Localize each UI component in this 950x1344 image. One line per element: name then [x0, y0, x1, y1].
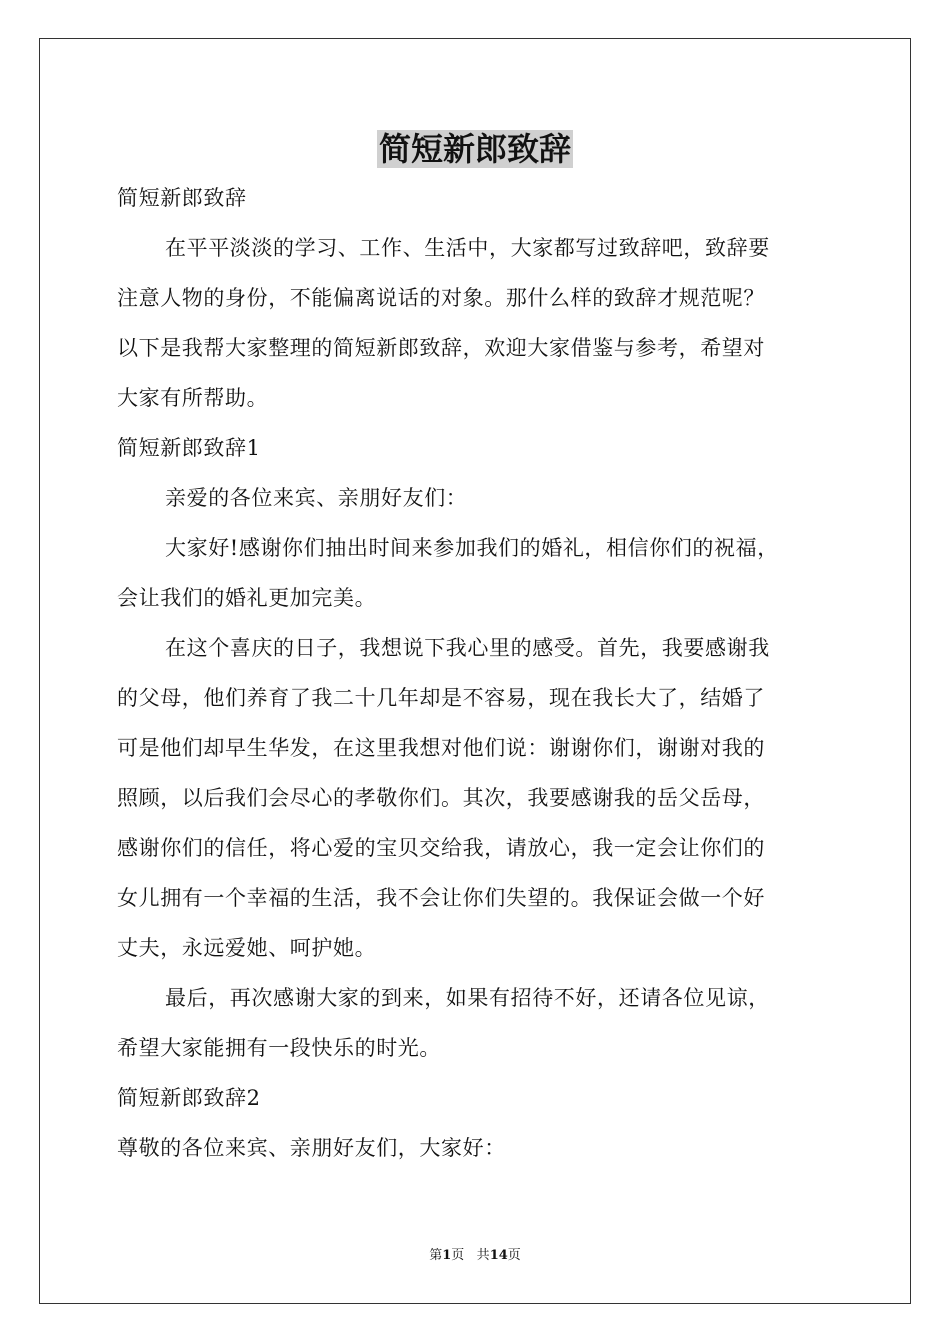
greeting-line: 尊敬的各位来宾、亲朋好友们，大家好：	[117, 1136, 506, 1160]
body-line: 希望大家能拥有一段快乐的时光。	[117, 1036, 441, 1060]
document-title	[0, 125, 950, 173]
intro-line: 大家有所帮助。	[117, 386, 269, 410]
footer-total-prefix: 共	[476, 1248, 490, 1263]
greeting-line: 亲爱的各位来宾、亲朋好友们：	[165, 486, 468, 510]
footer-page-number: 1	[442, 1248, 452, 1263]
section-heading-1: 简短新郎致辞1	[117, 436, 261, 460]
body-line: 丈夫，永远爱她、呵护她。	[117, 936, 377, 960]
subtitle-line: 简短新郎致辞	[117, 186, 247, 210]
page-frame	[39, 38, 911, 1304]
intro-line: 以下是我帮大家整理的简短新郎致辞，欢迎大家借鉴与参考，希望对	[117, 336, 765, 360]
body-line: 在这个喜庆的日子，我想说下我心里的感受。首先，我要感谢我	[165, 636, 770, 660]
body-line: 可是他们却早生华发，在这里我想对他们说：谢谢你们，谢谢对我的	[117, 736, 765, 760]
body-line: 感谢你们的信任，将心爱的宝贝交给我，请放心，我一定会让你们的	[117, 836, 765, 860]
body-line: 的父母，他们养育了我二十几年却是不容易，现在我长大了，结婚了	[117, 686, 765, 710]
intro-line: 注意人物的身份，不能偏离说话的对象。那什么样的致辞才规范呢？	[117, 286, 765, 310]
page-footer	[0, 1246, 950, 1266]
footer-page-unit: 页	[451, 1248, 465, 1263]
section-heading-2: 简短新郎致辞2	[117, 1086, 261, 1110]
footer-prefix: 第	[429, 1248, 443, 1263]
footer-total-unit: 页	[507, 1248, 521, 1263]
intro-line: 在平平淡淡的学习、工作、生活中，大家都写过致辞吧，致辞要	[165, 236, 770, 260]
body-line: 会让我们的婚礼更加完美。	[117, 586, 377, 610]
document-title-text: 简短新郎致辞	[378, 130, 571, 168]
footer-total-pages: 14	[489, 1248, 508, 1263]
body-line: 大家好!感谢你们抽出时间来参加我们的婚礼，相信你们的祝福，	[165, 536, 779, 560]
body-line: 女儿拥有一个幸福的生活，我不会让你们失望的。我保证会做一个好	[117, 886, 765, 910]
body-line: 照顾，以后我们会尽心的孝敬你们。其次，我要感谢我的岳父岳母，	[117, 786, 765, 810]
body-line: 最后，再次感谢大家的到来，如果有招待不好，还请各位见谅，	[165, 986, 770, 1010]
